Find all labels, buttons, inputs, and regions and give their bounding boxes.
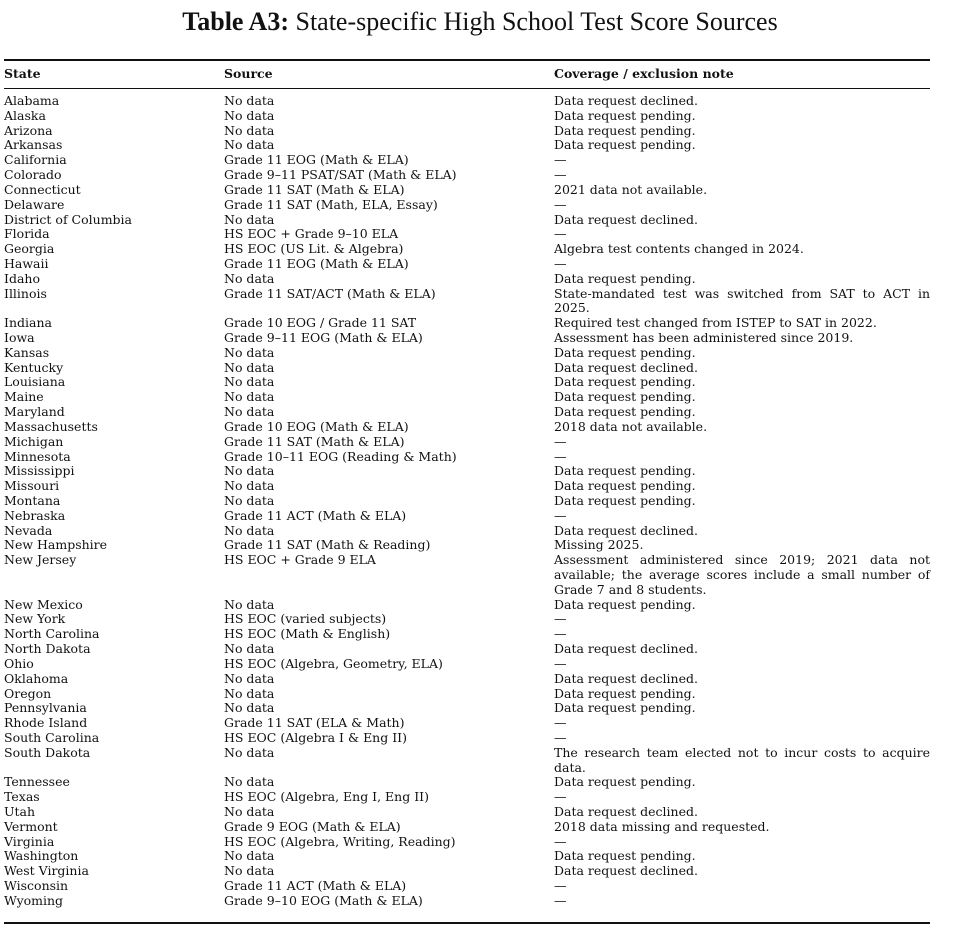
table-row — [4, 731, 930, 746]
table-row — [4, 716, 930, 731]
state-cell: Wisconsin — [4, 878, 69, 894]
source-cell: No data — [224, 137, 275, 153]
table-row — [4, 242, 930, 257]
state-cell: Connecticut — [4, 181, 81, 197]
note-cell: Data request declined. — [554, 804, 698, 819]
table-row — [4, 509, 930, 524]
state-cell: Louisiana — [4, 374, 66, 390]
note-cell: 2018 data missing and requested. — [554, 818, 770, 834]
source-cell: No data — [224, 744, 275, 760]
source-cell: No data — [224, 848, 275, 864]
note-cell: Data request pending. — [554, 700, 696, 716]
table-row — [4, 361, 930, 376]
source-cell: Grade 9–11 PSAT/SAT (Math & ELA) — [224, 167, 457, 183]
note-cell: Assessment administered since 2019; 2021 data not available; the average scores include a small number of Grade 7 and 8 students. — [554, 552, 930, 597]
source-cell: No data — [224, 478, 275, 494]
note-cell: Data request pending. — [554, 404, 696, 420]
note-cell: Data request pending. — [554, 685, 696, 701]
source-cell: Grade 11 ACT (Math & ELA) — [224, 507, 407, 523]
source-cell: HS EOC (Math & English) — [224, 626, 391, 642]
state-cell: New Jersey — [4, 552, 77, 568]
note-cell: Data request pending. — [554, 463, 696, 479]
table-top-rule — [4, 59, 930, 61]
table-row — [4, 183, 930, 198]
source-cell: Grade 11 SAT (Math & ELA) — [224, 181, 405, 197]
state-cell: District of Columbia — [4, 211, 132, 227]
table-row — [4, 805, 930, 820]
state-cell: Idaho — [4, 270, 40, 286]
source-cell: Grade 9–11 EOG (Math & ELA) — [224, 330, 423, 345]
source-cell: HS EOC (Algebra I & Eng II) — [224, 729, 407, 745]
state-cell: Minnesota — [4, 448, 71, 464]
table-row — [4, 538, 930, 553]
table-row — [4, 435, 930, 450]
source-cell: HS EOC (varied subjects) — [224, 611, 387, 627]
table-row — [4, 272, 930, 287]
state-cell: Pennsylvania — [4, 700, 87, 716]
table-row — [4, 849, 930, 864]
note-cell: — — [554, 152, 567, 168]
table-row — [4, 331, 930, 346]
state-cell: Vermont — [4, 818, 58, 834]
note-cell: Data request pending. — [554, 122, 696, 138]
note-cell: Data request declined. — [554, 670, 698, 686]
state-cell: Delaware — [4, 196, 65, 212]
table-row — [4, 420, 930, 435]
source-cell: Grade 11 EOG (Math & ELA) — [224, 152, 409, 168]
state-cell: Nebraska — [4, 507, 66, 523]
state-cell: Kansas — [4, 344, 50, 360]
note-cell: Data request pending. — [554, 774, 696, 790]
state-cell: North Dakota — [4, 641, 91, 657]
state-cell: California — [4, 152, 67, 168]
note-cell: — — [554, 892, 567, 908]
column-header-source: Source — [224, 66, 273, 81]
table-row — [4, 168, 930, 183]
note-cell: Data request declined. — [554, 522, 698, 538]
state-cell: South Carolina — [4, 729, 100, 745]
state-cell: Colorado — [4, 167, 62, 183]
source-cell: No data — [224, 93, 275, 108]
table-row — [4, 894, 930, 909]
note-cell: Data request declined. — [554, 641, 698, 657]
note-cell: 2021 data not available. — [554, 181, 708, 197]
source-cell: No data — [224, 804, 275, 819]
state-cell: South Dakota — [4, 744, 91, 760]
note-cell: — — [554, 507, 567, 523]
state-cell: New Mexico — [4, 596, 83, 612]
note-cell: Data request pending. — [554, 374, 696, 390]
source-cell: No data — [224, 389, 275, 405]
state-cell: Virginia — [4, 833, 55, 849]
note-cell: — — [554, 167, 567, 183]
note-cell: — — [554, 655, 567, 671]
state-cell: New York — [4, 611, 66, 627]
note-cell: Data request pending. — [554, 389, 696, 405]
note-cell: Data request pending. — [554, 344, 696, 360]
state-cell: Oregon — [4, 685, 52, 701]
state-cell: Rhode Island — [4, 715, 88, 731]
state-cell: Nevada — [4, 522, 53, 538]
table-row — [4, 138, 930, 153]
table-row — [4, 790, 930, 805]
source-cell: No data — [224, 344, 275, 360]
table-row — [4, 257, 930, 272]
note-cell: Missing 2025. — [554, 537, 644, 553]
table-row — [4, 153, 930, 168]
table-row — [4, 287, 930, 317]
state-cell: New Hampshire — [4, 537, 108, 553]
state-cell: Indiana — [4, 315, 52, 331]
table-row — [4, 820, 930, 835]
note-cell: Data request declined. — [554, 211, 698, 227]
note-cell: — — [554, 626, 567, 642]
table-row — [4, 627, 930, 642]
state-cell: Missouri — [4, 478, 60, 494]
table-row — [4, 598, 930, 613]
source-cell: Grade 11 SAT (Math & Reading) — [224, 537, 431, 553]
source-cell: No data — [224, 211, 275, 227]
state-cell: Maryland — [4, 404, 65, 420]
note-cell: — — [554, 833, 567, 849]
table-row — [4, 553, 930, 597]
note-cell: Data request pending. — [554, 492, 696, 508]
note-cell: — — [554, 196, 567, 212]
state-cell: Oklahoma — [4, 670, 69, 686]
source-cell: Grade 10–11 EOG (Reading & Math) — [224, 448, 457, 464]
state-cell: Arkansas — [4, 137, 63, 153]
table-row — [4, 213, 930, 228]
table-row — [4, 612, 930, 627]
source-cell: Grade 9–10 EOG (Math & ELA) — [224, 892, 423, 908]
table-row — [4, 109, 930, 124]
note-cell: 2018 data not available. — [554, 418, 708, 434]
source-cell: No data — [224, 700, 275, 716]
state-cell: Hawaii — [4, 255, 49, 271]
table-row — [4, 390, 930, 405]
table-row — [4, 479, 930, 494]
state-cell: Texas — [4, 789, 40, 805]
table-row — [4, 375, 930, 390]
note-cell: The research team elected not to incur costs to acquire data. — [554, 744, 930, 775]
source-cell: Grade 11 ACT (Math & ELA) — [224, 878, 407, 894]
state-cell: Wyoming — [4, 892, 64, 908]
note-cell: — — [554, 433, 567, 449]
source-cell: No data — [224, 122, 275, 138]
table-body — [4, 94, 930, 909]
state-cell: Washington — [4, 848, 79, 864]
source-cell: Grade 9 EOG (Math & ELA) — [224, 818, 401, 834]
table-row — [4, 94, 930, 109]
state-cell: West Virginia — [4, 863, 89, 879]
table-row — [4, 464, 930, 479]
source-cell: Grade 11 SAT (Math, ELA, Essay) — [224, 196, 438, 212]
source-cell: HS EOC (Algebra, Geometry, ELA) — [224, 655, 443, 671]
table-caption-label: Table A3: — [182, 7, 289, 36]
table-row — [4, 687, 930, 702]
state-cell: Montana — [4, 492, 61, 508]
note-cell: — — [554, 448, 567, 464]
state-cell: Georgia — [4, 241, 55, 257]
state-cell: North Carolina — [4, 626, 100, 642]
table-row — [4, 346, 930, 361]
state-cell: Arizona — [4, 122, 53, 138]
state-cell: Kentucky — [4, 359, 64, 375]
note-cell: — — [554, 729, 567, 745]
source-cell: No data — [224, 463, 275, 479]
state-cell: Michigan — [4, 433, 64, 449]
source-cell: No data — [224, 374, 275, 390]
note-cell: Data request declined. — [554, 93, 698, 108]
source-cell: No data — [224, 670, 275, 686]
source-cell: Grade 11 EOG (Math & ELA) — [224, 255, 409, 271]
table-row — [4, 405, 930, 420]
state-cell: Mississippi — [4, 463, 75, 479]
state-cell: Maine — [4, 389, 44, 405]
table-caption — [0, 7, 960, 37]
note-cell: Data request declined. — [554, 359, 698, 375]
note-cell: — — [554, 255, 567, 271]
note-cell: Required test changed from ISTEP to SAT in 2022. — [554, 315, 877, 331]
source-cell: No data — [224, 596, 275, 612]
note-cell: Data request pending. — [554, 848, 696, 864]
source-cell: No data — [224, 359, 275, 375]
source-cell: No data — [224, 863, 275, 879]
table-row — [4, 657, 930, 672]
source-cell: No data — [224, 522, 275, 538]
state-cell: Utah — [4, 804, 36, 819]
source-cell: No data — [224, 404, 275, 420]
source-cell: No data — [224, 270, 275, 286]
table-row — [4, 227, 930, 242]
column-header-note: Coverage / exclusion note — [554, 66, 734, 81]
source-cell: No data — [224, 685, 275, 701]
note-cell: — — [554, 611, 567, 627]
table-row — [4, 642, 930, 657]
note-cell: Data request declined. — [554, 863, 698, 879]
table-row — [4, 879, 930, 894]
state-cell: Illinois — [4, 285, 47, 301]
table-header-row — [4, 62, 930, 86]
note-cell: Data request pending. — [554, 270, 696, 286]
note-cell: Data request pending. — [554, 107, 696, 123]
table-row — [4, 316, 930, 331]
table-row — [4, 701, 930, 716]
state-cell: Alabama — [4, 93, 60, 108]
source-cell: No data — [224, 107, 275, 123]
column-header-state: State — [4, 66, 41, 81]
table-row — [4, 198, 930, 213]
note-cell: Data request pending. — [554, 596, 696, 612]
source-cell: HS EOC (Algebra, Writing, Reading) — [224, 833, 456, 849]
note-cell: Assessment has been administered since 2019. — [554, 330, 854, 345]
note-cell: — — [554, 878, 567, 894]
source-cell: HS EOC + Grade 9–10 ELA — [224, 226, 399, 242]
source-cell: HS EOC + Grade 9 ELA — [224, 552, 376, 568]
table-row — [4, 746, 930, 776]
note-cell: — — [554, 789, 567, 805]
state-cell: Massachusetts — [4, 418, 98, 434]
table-header-rule — [4, 88, 930, 89]
table-bottom-rule — [4, 922, 930, 924]
source-cell: No data — [224, 492, 275, 508]
state-cell: Tennessee — [4, 774, 70, 790]
state-cell: Alaska — [4, 107, 46, 123]
source-cell: HS EOC (Algebra, Eng I, Eng II) — [224, 789, 429, 805]
table-row — [4, 450, 930, 465]
source-cell: Grade 10 EOG / Grade 11 SAT — [224, 315, 417, 331]
note-cell: Data request pending. — [554, 137, 696, 153]
source-cell: HS EOC (US Lit. & Algebra) — [224, 241, 404, 257]
state-cell: Iowa — [4, 330, 35, 345]
table-row — [4, 524, 930, 539]
table-row — [4, 864, 930, 879]
state-cell: Florida — [4, 226, 50, 242]
source-cell: No data — [224, 774, 275, 790]
table-row — [4, 124, 930, 139]
state-cell: Ohio — [4, 655, 34, 671]
table-row — [4, 494, 930, 509]
table-row — [4, 775, 930, 790]
source-cell: Grade 11 SAT/ACT (Math & ELA) — [224, 285, 436, 301]
table-row — [4, 672, 930, 687]
note-cell: State-mandated test was switched from SAT to ACT in 2025. — [554, 285, 930, 316]
source-cell: Grade 11 SAT (ELA & Math) — [224, 715, 405, 731]
source-cell: Grade 11 SAT (Math & ELA) — [224, 433, 405, 449]
note-cell: Data request pending. — [554, 478, 696, 494]
note-cell: Algebra test contents changed in 2024. — [554, 241, 804, 257]
note-cell: — — [554, 226, 567, 242]
source-cell: Grade 10 EOG (Math & ELA) — [224, 418, 409, 434]
source-cell: No data — [224, 641, 275, 657]
table-row — [4, 835, 930, 850]
table-caption-text: State-specific High School Test Score Sources — [295, 7, 778, 36]
note-cell: — — [554, 715, 567, 731]
